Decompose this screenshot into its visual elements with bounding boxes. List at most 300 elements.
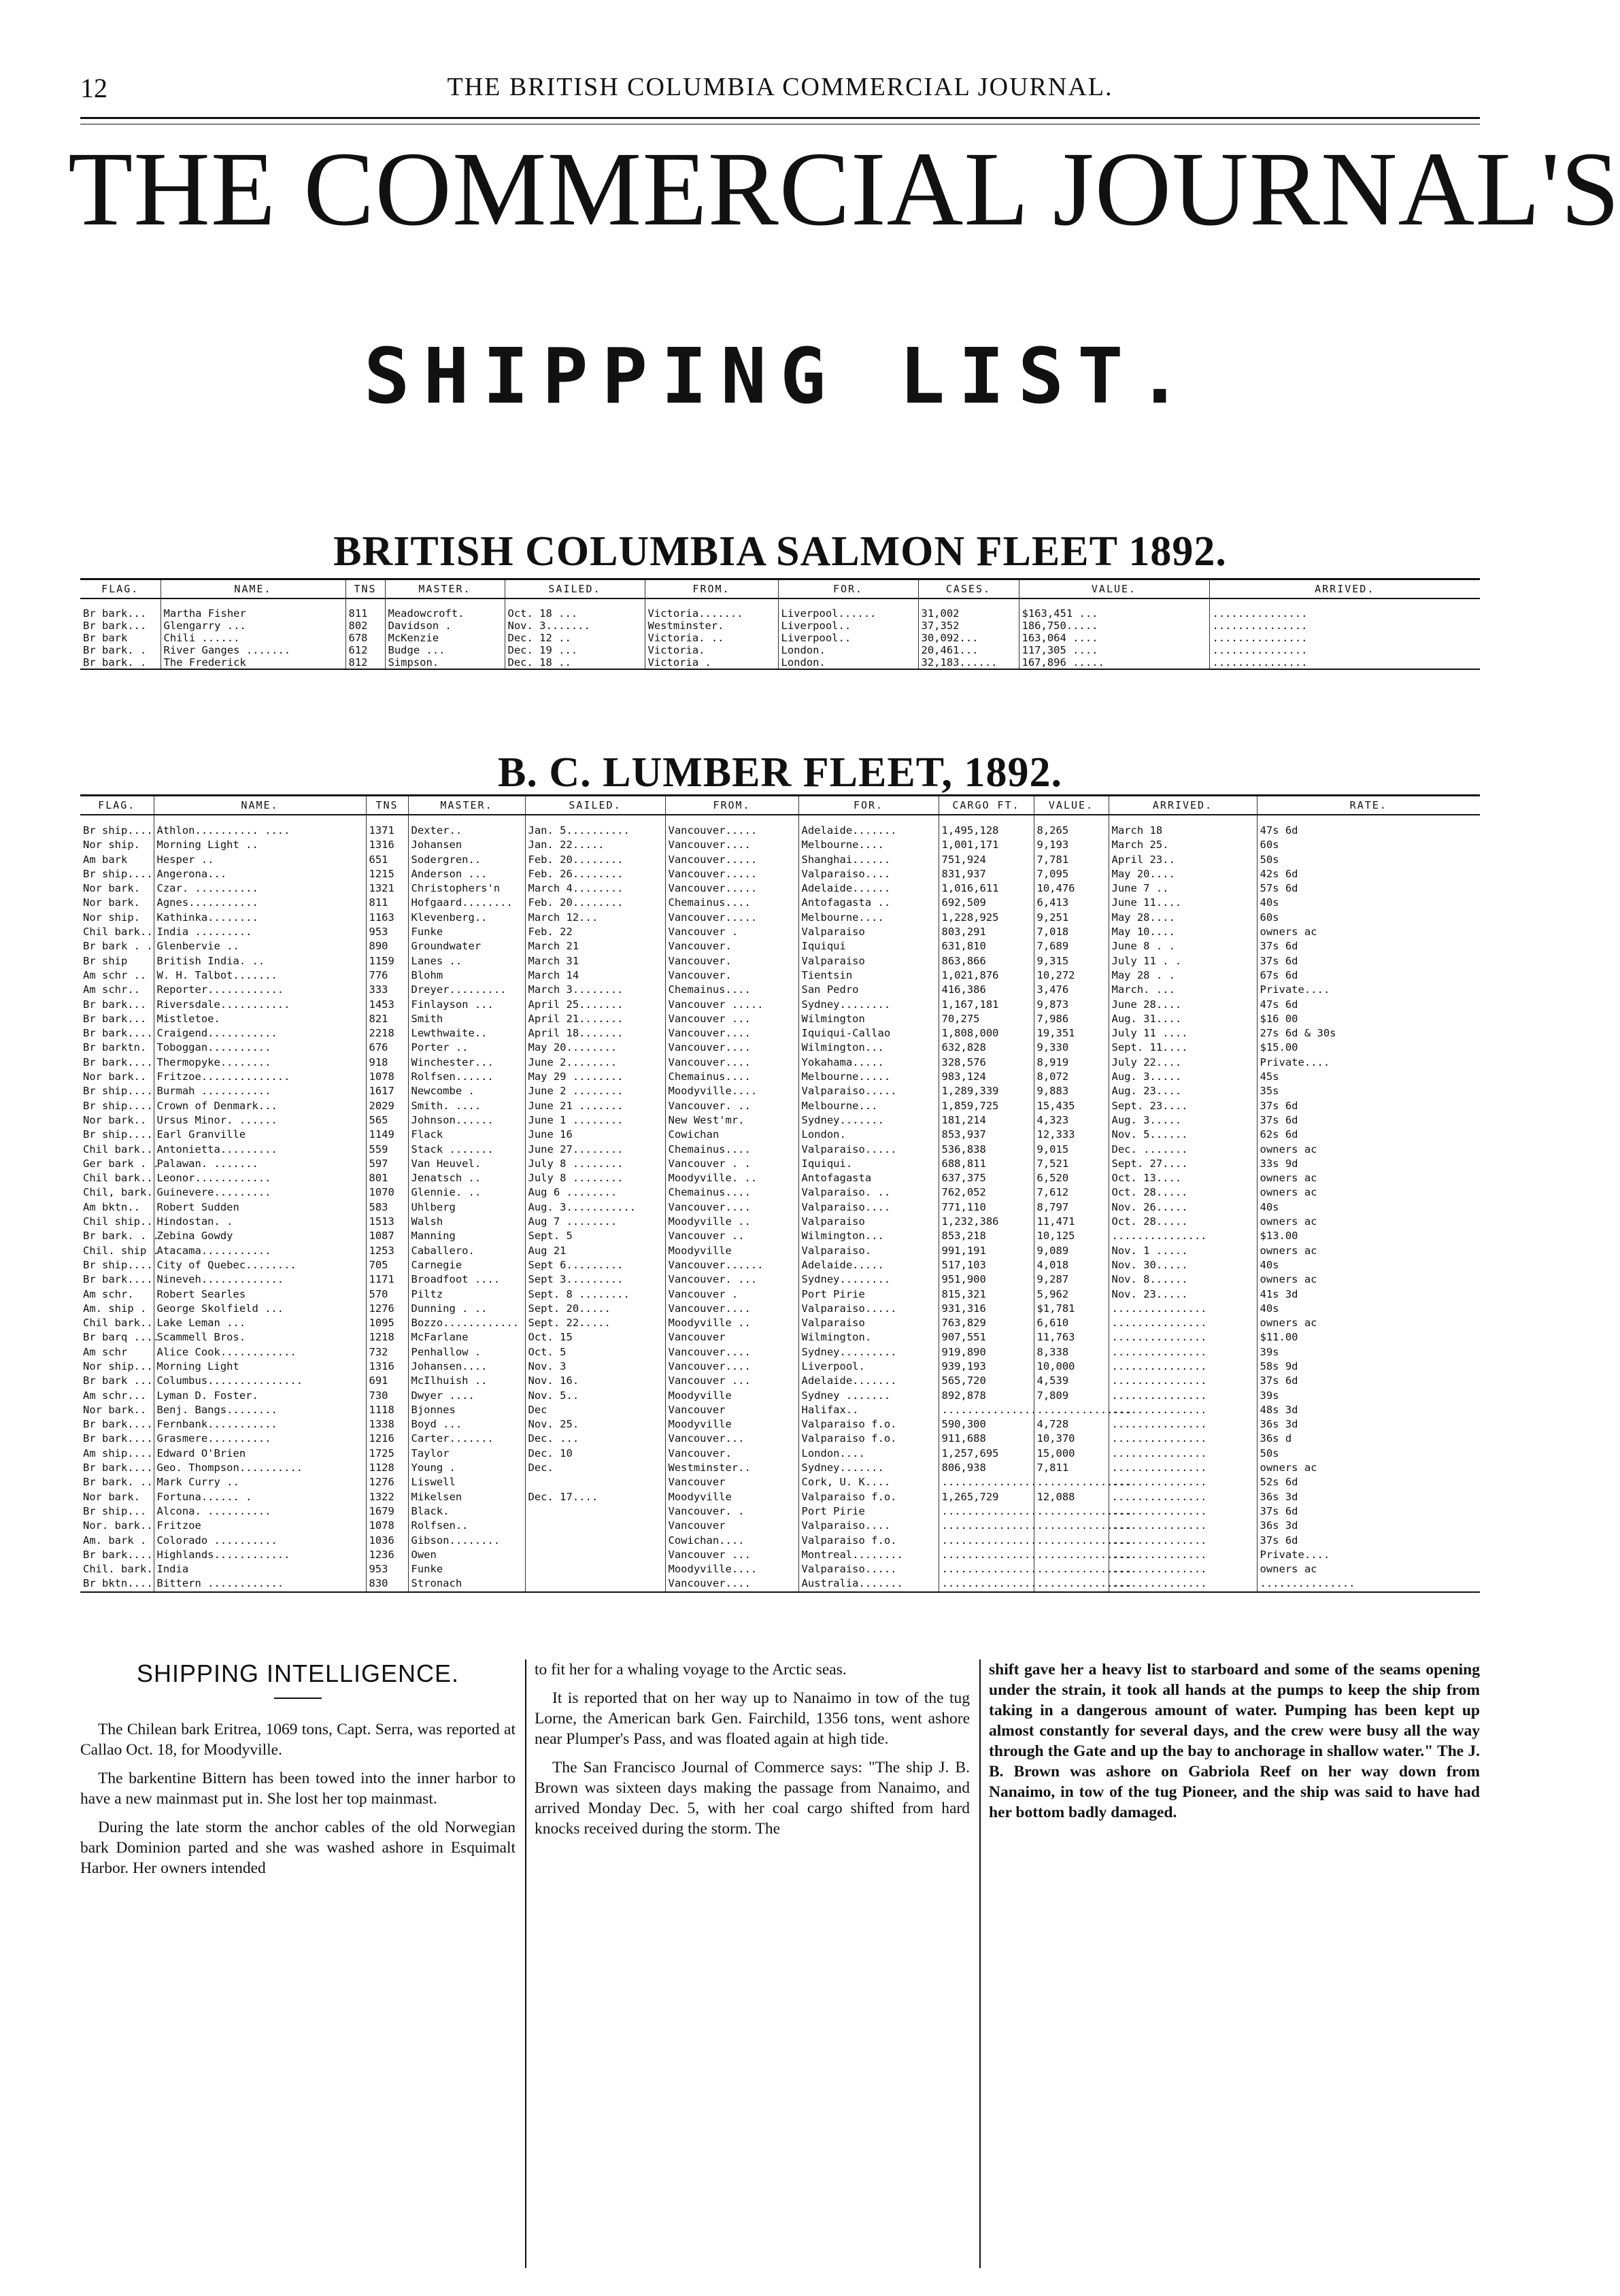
table-cell: Aug 21: [525, 1244, 665, 1258]
column-header: SAILED.: [505, 579, 645, 599]
table-cell: Nor bark..: [83, 1403, 147, 1416]
table-cell: ...............: [939, 1403, 1034, 1417]
table-cell: Nor ship...: [83, 1360, 153, 1372]
table-cell: April 25.......: [525, 998, 665, 1012]
table-cell: Agnes...........: [154, 896, 366, 910]
table-cell: 583: [366, 1200, 408, 1215]
table-cell: 931,316: [939, 1302, 1034, 1316]
table-cell: ...............: [1209, 656, 1480, 669]
table-cell: 676: [366, 1041, 408, 1055]
table-cell: Dec: [525, 1403, 665, 1417]
table-cell: Anderson ...: [408, 867, 525, 881]
table-cell: 9,287: [1034, 1272, 1109, 1287]
table-cell: Cowichan: [665, 1128, 798, 1142]
table-cell: Victoria.: [645, 644, 778, 656]
table-cell: 333: [366, 983, 408, 997]
table-cell: Valparaiso. ..: [798, 1185, 939, 1200]
table-cell: Valparaiso: [798, 925, 939, 939]
table-cell: Am bktn..: [83, 1200, 140, 1213]
table-cell: Br bark....: [83, 1432, 153, 1445]
table-cell: 33s 9d: [1257, 1157, 1480, 1171]
table-cell: 806,938: [939, 1461, 1034, 1475]
table-cell: Wilmington: [798, 1012, 939, 1026]
table-cell: Br bark...: [83, 1012, 147, 1025]
table-cell: Br bark...: [83, 620, 147, 632]
table-cell: owners ac: [1257, 1562, 1480, 1576]
table-cell: Robert Searles: [154, 1287, 366, 1302]
table-cell: 812: [345, 656, 385, 669]
table-cell: Owen: [408, 1548, 525, 1562]
table-cell: 811: [345, 598, 385, 620]
table-row: [80, 954, 1480, 968]
table-cell: 45s: [1257, 1070, 1480, 1084]
table-cell: 637,375: [939, 1171, 1034, 1185]
table-cell: May 28 . .: [1109, 968, 1257, 983]
table-cell: Piltz: [408, 1287, 525, 1302]
table-cell: 802: [345, 620, 385, 632]
table-cell: [525, 1562, 665, 1576]
table-cell: Bjonnes: [408, 1403, 525, 1417]
table-row: [80, 1519, 1480, 1533]
table-cell: Chemainus....: [665, 1185, 798, 1200]
table-cell: [525, 1534, 665, 1548]
table-cell: Fernbank...........: [154, 1417, 366, 1432]
table-cell: June 28....: [1109, 998, 1257, 1012]
table-row: [80, 1447, 1480, 1461]
table-cell: 7,521: [1034, 1157, 1109, 1171]
table-cell: Westminster.: [645, 620, 778, 632]
table-cell: 50s: [1257, 1447, 1480, 1461]
table-row: [80, 1403, 1480, 1417]
table-cell: 803,291: [939, 925, 1034, 939]
table-cell: Halifax..: [798, 1403, 939, 1417]
table-cell: 1321: [366, 881, 408, 896]
table-cell: Burmah ...........: [154, 1084, 366, 1098]
column-header: CARGO FT.: [939, 796, 1034, 815]
table-cell: Vancouver....: [665, 1041, 798, 1055]
table-row: [80, 1504, 1480, 1519]
table-cell: 52s 6d: [1257, 1475, 1480, 1489]
column-header: FOR.: [778, 579, 918, 599]
table-cell: 776: [366, 968, 408, 983]
table-cell: Bozzo............: [408, 1316, 525, 1330]
table-cell: Dec. 18 ..: [505, 656, 645, 669]
table-cell: 3,476: [1034, 983, 1109, 997]
table-cell: Toboggan..........: [154, 1041, 366, 1055]
table-row: [80, 1534, 1480, 1548]
table-cell: Lake Leman ...: [154, 1316, 366, 1330]
table-cell: Liverpool......: [778, 598, 918, 620]
lumber-fleet-title: B. C. LUMBER FLEET, 1892.: [498, 749, 1062, 796]
table-cell: Br bark....: [83, 1462, 153, 1474]
column-divider: [525, 1659, 526, 2268]
table-cell: Sept. 23....: [1109, 1099, 1257, 1113]
table-cell: 37s 6d: [1257, 1113, 1480, 1128]
table-cell: Nov. 5..: [525, 1389, 665, 1403]
table-cell: ...............: [1034, 1475, 1109, 1489]
table-row: [80, 867, 1480, 881]
table-cell: Liswell: [408, 1475, 525, 1489]
table-cell: Budge ...: [385, 644, 505, 656]
table-cell: ...............: [1109, 1302, 1257, 1316]
table-cell: 39s: [1257, 1345, 1480, 1360]
table-cell: Liverpool..: [778, 620, 918, 632]
table-cell: ...............: [1109, 1389, 1257, 1403]
table-cell: Br ship....: [83, 1099, 153, 1112]
table-cell: Dec. 12 ..: [505, 632, 645, 644]
table-cell: Angerona...: [154, 867, 366, 881]
table-cell: Mark Curry ..: [154, 1475, 366, 1489]
intel-column-2: [535, 1659, 970, 1847]
table-cell: Melbourne....: [798, 911, 939, 925]
column-header: MASTER.: [385, 579, 505, 599]
column-header: RATE.: [1257, 796, 1480, 815]
table-cell: Blohm: [408, 968, 525, 983]
table-cell: 939,193: [939, 1360, 1034, 1374]
table-cell: Valparaiso.....: [798, 1084, 939, 1098]
table-cell: 907,551: [939, 1330, 1034, 1345]
table-cell: 9,251: [1034, 911, 1109, 925]
table-cell: ...............: [1034, 1562, 1109, 1576]
table-cell: 7,811: [1034, 1461, 1109, 1475]
table-cell: Chil ship..: [83, 1215, 153, 1228]
table-cell: ...............: [1109, 1534, 1257, 1548]
table-cell: Br bark...: [83, 607, 147, 620]
column-header: NAME.: [161, 579, 345, 599]
table-cell: Chemainus....: [665, 1143, 798, 1157]
table-cell: 15,435: [1034, 1099, 1109, 1113]
main-title: THE COMMERCIAL JOURNAL'S: [68, 130, 1620, 248]
table-cell: Iquiqui-Callao: [798, 1026, 939, 1041]
table-cell: 10,000: [1034, 1360, 1109, 1374]
table-cell: 1,167,181: [939, 998, 1034, 1012]
table-cell: Black.: [408, 1504, 525, 1519]
table-cell: Br ship....: [83, 867, 153, 880]
table-cell: Vancouver....: [665, 1345, 798, 1360]
column-header: MASTER.: [408, 796, 525, 815]
table-cell: Czar. ..........: [154, 881, 366, 896]
table-cell: [525, 1475, 665, 1489]
table-cell: Aug. 23....: [1109, 1084, 1257, 1098]
table-cell: Valparaiso: [798, 1215, 939, 1229]
table-cell: 815,321: [939, 1287, 1034, 1302]
table-row: [80, 968, 1480, 983]
table-cell: 39s: [1257, 1389, 1480, 1403]
table-cell: 762,052: [939, 1185, 1034, 1200]
table-cell: May 10....: [1109, 925, 1257, 939]
table-cell: 7,612: [1034, 1185, 1109, 1200]
table-cell: 40s: [1257, 1258, 1480, 1272]
table-cell: Vancouver...: [665, 1432, 798, 1446]
table-cell: Australia.......: [798, 1576, 939, 1591]
table-cell: Morning Light: [154, 1360, 366, 1374]
table-cell: Athlon.......... ....: [154, 815, 366, 838]
table-cell: 6,520: [1034, 1171, 1109, 1185]
column-header: NAME.: [154, 796, 366, 815]
intel-column-3: [989, 1659, 1480, 1831]
running-head: [80, 72, 1480, 113]
table-cell: 27s 6d & 30s: [1257, 1026, 1480, 1041]
table-row: [80, 1490, 1480, 1504]
table-cell: 590,300: [939, 1417, 1034, 1432]
table-cell: Dwyer ....: [408, 1389, 525, 1403]
table-cell: ...............: [1257, 1576, 1480, 1591]
table-cell: 559: [366, 1143, 408, 1157]
table-cell: ...............: [1109, 1447, 1257, 1461]
table-cell: Christophers'n: [408, 881, 525, 896]
table-cell: Sydney........: [798, 1272, 939, 1287]
table-cell: Moodyville: [665, 1244, 798, 1258]
table-cell: 15,000: [1034, 1447, 1109, 1461]
table-cell: Vancouver .: [665, 1287, 798, 1302]
table-cell: Hofgaard........: [408, 896, 525, 910]
table-cell: Ursus Minor. ......: [154, 1113, 366, 1128]
table-cell: 1087: [366, 1229, 408, 1243]
table-cell: Chemainus....: [665, 983, 798, 997]
table-cell: Dec. 19 ...: [505, 644, 645, 656]
table-cell: Feb. 22: [525, 925, 665, 939]
table-cell: 565: [366, 1113, 408, 1128]
table-row: [80, 1417, 1480, 1432]
table-cell: 50s: [1257, 853, 1480, 867]
table-cell: Nov. 3.......: [505, 620, 645, 632]
table-cell: 7,781: [1034, 853, 1109, 867]
table-cell: McKenzie: [385, 632, 505, 644]
table-cell: British India. ..: [154, 954, 366, 968]
table-cell: 4,539: [1034, 1374, 1109, 1388]
table-cell: [525, 1504, 665, 1519]
table-row: [80, 853, 1480, 867]
table-cell: Nor bark..: [83, 1070, 147, 1083]
table-cell: Chemainus....: [665, 1070, 798, 1084]
table-cell: Nor bark..: [83, 1113, 147, 1126]
table-cell: Br bark....: [83, 1548, 153, 1561]
table-cell: Aug. 3.....: [1109, 1113, 1257, 1128]
table-cell: San Pedro: [798, 983, 939, 997]
table-cell: Aug 6 ........: [525, 1185, 665, 1200]
salmon-fleet-title: BRITISH COLUMBIA SALMON FLEET 1892.: [333, 528, 1227, 575]
table-cell: 60s: [1257, 911, 1480, 925]
table-cell: 40s: [1257, 896, 1480, 910]
table-cell: Johansen....: [408, 1360, 525, 1374]
table-cell: ...............: [1109, 1229, 1257, 1243]
table-cell: Mikelsen: [408, 1490, 525, 1504]
table-cell: 11,763: [1034, 1330, 1109, 1345]
table-cell: Taylor: [408, 1447, 525, 1461]
table-cell: Chil bark..: [83, 1172, 153, 1185]
table-cell: 416,386: [939, 983, 1034, 997]
table-cell: May 20........: [525, 1041, 665, 1055]
table-row: [80, 925, 1480, 939]
table-cell: June 1 ........: [525, 1113, 665, 1128]
table-cell: 37s 6d: [1257, 1534, 1480, 1548]
table-cell: River Ganges .......: [161, 644, 345, 656]
table-row: [80, 1056, 1480, 1070]
table-cell: May 29 ........: [525, 1070, 665, 1084]
table-cell: 570: [366, 1287, 408, 1302]
table-row: [80, 1070, 1480, 1084]
table-cell: Lyman D. Foster.: [154, 1389, 366, 1403]
table-cell: Br bark...: [83, 998, 147, 1011]
table-cell: Sept. 11....: [1109, 1041, 1257, 1055]
table-cell: Am schr ..: [83, 968, 147, 981]
table-cell: Aug. 3...........: [525, 1200, 665, 1215]
table-cell: March 31: [525, 954, 665, 968]
table-cell: July 8 ........: [525, 1171, 665, 1185]
table-cell: March 18: [1109, 815, 1257, 838]
table-cell: 1128: [366, 1461, 408, 1475]
table-cell: Oct. 28.....: [1109, 1185, 1257, 1200]
lumber-fleet-table: [80, 794, 1480, 1593]
table-cell: 771,110: [939, 1200, 1034, 1215]
table-cell: Wilmington...: [798, 1041, 939, 1055]
table-row: [80, 1302, 1480, 1316]
table-cell: Vancouver.: [665, 1447, 798, 1461]
table-cell: India .........: [154, 925, 366, 939]
table-cell: 42s 6d: [1257, 867, 1480, 881]
table-cell: Johansen: [408, 838, 525, 852]
table-row: [80, 1012, 1480, 1026]
table-cell: [525, 1548, 665, 1562]
table-cell: 1617: [366, 1084, 408, 1098]
table-cell: Am schr.: [83, 1287, 134, 1300]
table-cell: 37,352: [918, 620, 1019, 632]
table-cell: Br bktn....: [80, 1576, 154, 1591]
table-cell: Am schr: [83, 1345, 128, 1358]
table-cell: Vancouver....: [665, 1200, 798, 1215]
table-cell: Alcona. ..........: [154, 1504, 366, 1519]
table-cell: June 21 .......: [525, 1099, 665, 1113]
table-cell: Jan. 22.....: [525, 838, 665, 852]
table-cell: 678: [345, 632, 385, 644]
table-cell: 1,257,695: [939, 1447, 1034, 1461]
table-cell: March 12...: [525, 911, 665, 925]
table-cell: 1,228,925: [939, 911, 1034, 925]
table-cell: Riversdale...........: [154, 998, 366, 1012]
table-cell: 12,333: [1034, 1128, 1109, 1142]
table-cell: London.: [778, 656, 918, 669]
table-cell: ...............: [1109, 1360, 1257, 1374]
table-cell: Nor bark.: [83, 1490, 140, 1503]
table-cell: 692,509: [939, 896, 1034, 910]
table-cell: Liverpool..: [778, 632, 918, 644]
table-cell: July 11 ....: [1109, 1026, 1257, 1041]
table-cell: Nov. 8......: [1109, 1272, 1257, 1287]
table-row: [80, 1185, 1480, 1200]
table-cell: Br barktn.: [83, 1041, 147, 1054]
table-cell: City of Quebec........: [154, 1258, 366, 1272]
table-cell: Vancouver.....: [665, 867, 798, 881]
table-cell: ...............: [1109, 1403, 1257, 1417]
table-cell: Valparaiso....: [798, 1519, 939, 1533]
table-cell: 632,828: [939, 1041, 1034, 1055]
table-cell: March 3........: [525, 983, 665, 997]
table-cell: 751,924: [939, 853, 1034, 867]
table-cell: 1371: [366, 815, 408, 838]
table-row: [80, 644, 1480, 656]
table-cell: Vancouver....: [665, 1576, 798, 1591]
table-cell: Nov. 16.: [525, 1374, 665, 1388]
table-cell: Vancouver ...: [665, 1374, 798, 1388]
table-cell: 12,088: [1034, 1490, 1109, 1504]
table-cell: 30,092...: [918, 632, 1019, 644]
table-cell: Victoria .: [645, 656, 778, 669]
table-cell: Am ship....: [83, 1447, 153, 1459]
table-cell: owners ac: [1257, 1272, 1480, 1287]
table-cell: Nor bark.: [83, 896, 140, 909]
table-cell: Sydney........: [798, 998, 939, 1012]
table-cell: 1,289,339: [939, 1084, 1034, 1098]
table-cell: Smith: [408, 1012, 525, 1026]
table-cell: Sydney.......: [798, 1113, 939, 1128]
table-cell: Nov. 30.....: [1109, 1258, 1257, 1272]
table-cell: 1118: [366, 1403, 408, 1417]
table-cell: Moodyville....: [665, 1562, 798, 1576]
table-cell: March. ...: [1109, 983, 1257, 997]
news-item: The barkentine Bittern has been towed into the inner harbor to have a new mainmast put in. She lost her top mainmast.: [80, 1770, 516, 1808]
table-cell: Nov. 23.....: [1109, 1287, 1257, 1302]
table-cell: Oct. 28.....: [1109, 1215, 1257, 1229]
table-cell: Valparaiso.: [798, 1244, 939, 1258]
table-cell: Nov. 3: [525, 1360, 665, 1374]
table-cell: Liverpool.: [798, 1360, 939, 1374]
table-cell: 10,476: [1034, 881, 1109, 896]
table-cell: 853,937: [939, 1128, 1034, 1142]
table-row: [80, 1389, 1480, 1403]
table-cell: 10,272: [1034, 968, 1109, 983]
table-cell: Oct. 15: [525, 1330, 665, 1345]
table-cell: 597: [366, 1157, 408, 1171]
table-cell: 1725: [366, 1447, 408, 1461]
table-cell: Feb. 20........: [525, 896, 665, 910]
table-cell: Alice Cook............: [154, 1345, 366, 1360]
table-cell: Moodyville....: [665, 1084, 798, 1098]
table-cell: [525, 1576, 665, 1591]
table-cell: 1171: [366, 1272, 408, 1287]
table-cell: Vancouver. ..: [665, 1099, 798, 1113]
table-cell: London.: [798, 1128, 939, 1142]
table-cell: Sept. 5: [525, 1229, 665, 1243]
table-cell: 1070: [366, 1185, 408, 1200]
table-cell: March 21: [525, 939, 665, 953]
table-cell: June 2........: [525, 1056, 665, 1070]
table-row: [80, 1316, 1480, 1330]
table-cell: Victoria. ..: [645, 632, 778, 644]
table-cell: 1,232,386: [939, 1215, 1034, 1229]
table-cell: ...............: [1109, 1562, 1257, 1576]
table-cell: $1,781: [1034, 1302, 1109, 1316]
table-cell: Sept. 8 ........: [525, 1287, 665, 1302]
table-cell: 991,191: [939, 1244, 1034, 1258]
table-cell: Vancouver......: [665, 1258, 798, 1272]
table-cell: 863,866: [939, 954, 1034, 968]
table-cell: Melbourne.....: [798, 1070, 939, 1084]
table-cell: Ger bark . .: [83, 1157, 159, 1170]
table-cell: 1316: [366, 838, 408, 852]
table-cell: Br bark . .: [83, 940, 153, 953]
table-cell: 48s 3d: [1257, 1403, 1480, 1417]
table-cell: Shanghai......: [798, 853, 939, 867]
table-cell: ...............: [1109, 1576, 1257, 1591]
table-cell: Reporter............: [154, 983, 366, 997]
table-cell: Fritzoe: [154, 1519, 366, 1533]
table-cell: July 22....: [1109, 1056, 1257, 1070]
table-cell: Sept 3.........: [525, 1272, 665, 1287]
table-cell: Am. bark .: [83, 1534, 147, 1547]
sub-title: SHIPPING LIST.: [363, 333, 1196, 421]
table-cell: Vancouver....: [665, 1302, 798, 1316]
table-cell: 40s: [1257, 1302, 1480, 1316]
